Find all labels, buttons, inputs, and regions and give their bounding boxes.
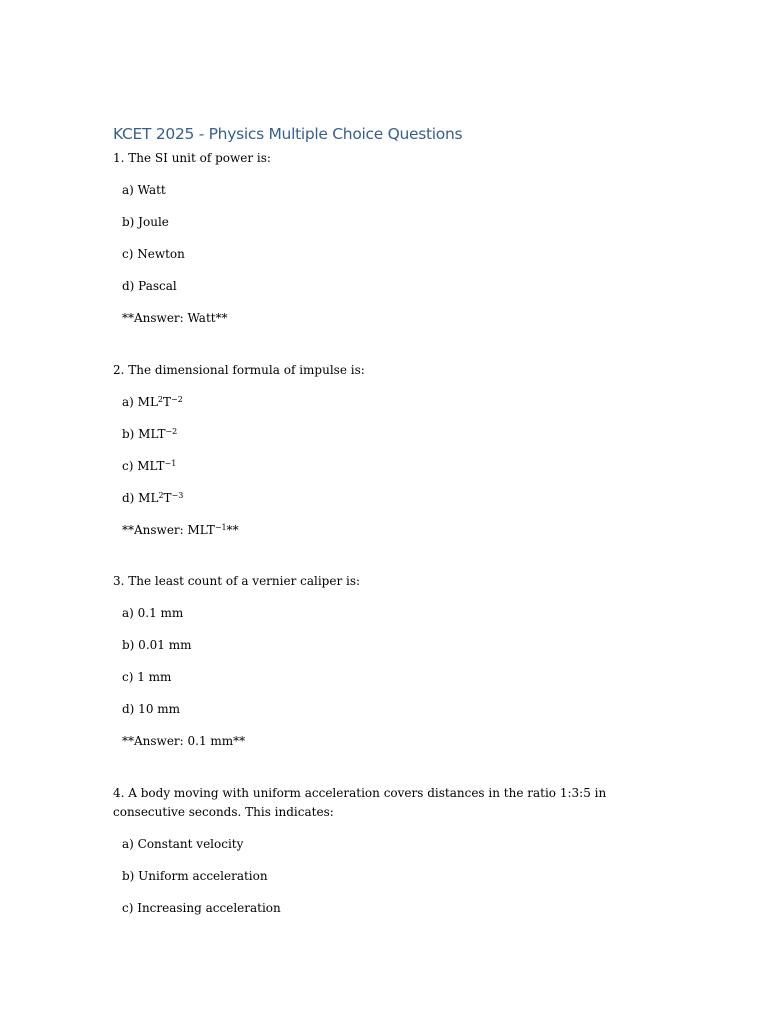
question-3-option-c: c) 1 mm — [122, 670, 172, 684]
question-3-option-b: b) 0.01 mm — [122, 638, 192, 652]
question-2-option-b: b) $MLT^{-2}$ — [122, 427, 178, 441]
question-1-option-a: a) Watt — [122, 183, 166, 197]
question-1-text: 1. The SI unit of power is: — [113, 151, 271, 165]
question-2-option-d: d) $ML^2T^{-3}$ — [122, 491, 184, 505]
question-2-answer: **Answer: $MLT^{-1}**$ — [122, 523, 239, 537]
question-1-option-c: c) Newton — [122, 247, 185, 261]
question-4-option-b: b) Uniform acceleration — [122, 869, 268, 883]
question-1-answer: **Answer: Watt** — [122, 311, 228, 325]
question-1-option-b: b) Joule — [122, 215, 169, 229]
question-3-text: 3. The least count of a vernier caliper is: — [113, 574, 361, 588]
question-4-option-a: a) Constant velocity — [122, 837, 244, 851]
question-3-answer: **Answer: 0.1 mm** — [122, 734, 246, 748]
question-2-option-c: c) $MLT^{-1}$ — [122, 459, 177, 473]
question-4-text-line-1: 4. A body moving with uniform acceleration covers distances in the ratio 1:3:5 in — [113, 786, 607, 800]
document-title: KCET 2025 - Physics Multiple Choice Questions — [113, 125, 463, 143]
question-3-option-a: a) 0.1 mm — [122, 606, 184, 620]
question-2-option-a: a) $ML^2T^{-2}$ — [122, 395, 183, 409]
question-4-option-c: c) Increasing acceleration — [122, 901, 281, 915]
question-3-option-d: d) 10 mm — [122, 702, 181, 716]
question-1-option-d: d) Pascal — [122, 279, 177, 293]
question-2-text: 2. The dimensional formula of impulse is: — [113, 363, 365, 377]
question-4-text-line-2: consecutive seconds. This indicates: — [113, 805, 334, 819]
